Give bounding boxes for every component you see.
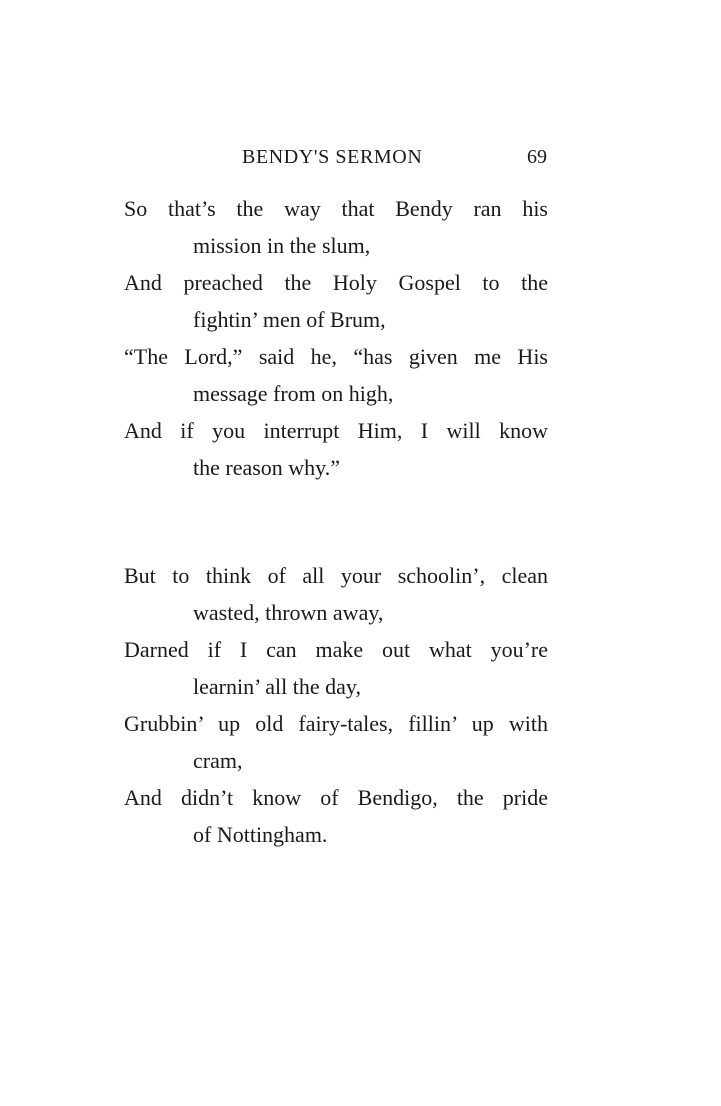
page-number: 69	[527, 146, 547, 168]
verse-line-continuation: the reason why.”	[193, 455, 341, 480]
verse-line-text: And preached the Holy Gospel to the	[124, 270, 548, 295]
verse-line	[124, 705, 554, 779]
verse-line-continuation: fightin’ men of Brum,	[193, 307, 386, 332]
verse-line-text: So that’s the way that Bendy ran his	[124, 196, 548, 221]
verse-line-text: Grubbin’ up old fairy-tales, fillin’ up with	[124, 711, 548, 736]
verse-line-text: Darned if I can make out what you’re	[124, 637, 548, 662]
verse-line-continuation: mission in the slum,	[193, 233, 371, 258]
verse-line-text: And if you interrupt Him, I will know	[124, 418, 548, 443]
verse-line	[124, 190, 554, 264]
verse-line	[124, 338, 554, 412]
verse-line	[124, 779, 554, 853]
verse-line	[124, 264, 554, 338]
verse-line	[124, 631, 554, 705]
verse-line	[124, 557, 554, 631]
running-header	[0, 143, 721, 171]
verse-line-continuation: wasted, thrown away,	[193, 600, 384, 625]
verse-line-text: And didn’t know of Bendigo, the pride	[124, 785, 548, 810]
verse-line-text: “The Lord,” said he, “has given me His	[124, 344, 548, 369]
verse-line-continuation: cram,	[193, 748, 243, 773]
stanza-1	[124, 190, 554, 486]
verse-line-text: But to think of all your schoolin’, clean	[124, 563, 548, 588]
verse-line-continuation: learnin’ all the day,	[193, 674, 361, 699]
verse-line-continuation: message from on high,	[193, 381, 394, 406]
verse-line	[124, 412, 554, 486]
verse-line-continuation: of Nottingham.	[193, 822, 328, 847]
stanza-2	[124, 557, 554, 853]
running-title: BENDY'S SERMON	[242, 146, 423, 168]
